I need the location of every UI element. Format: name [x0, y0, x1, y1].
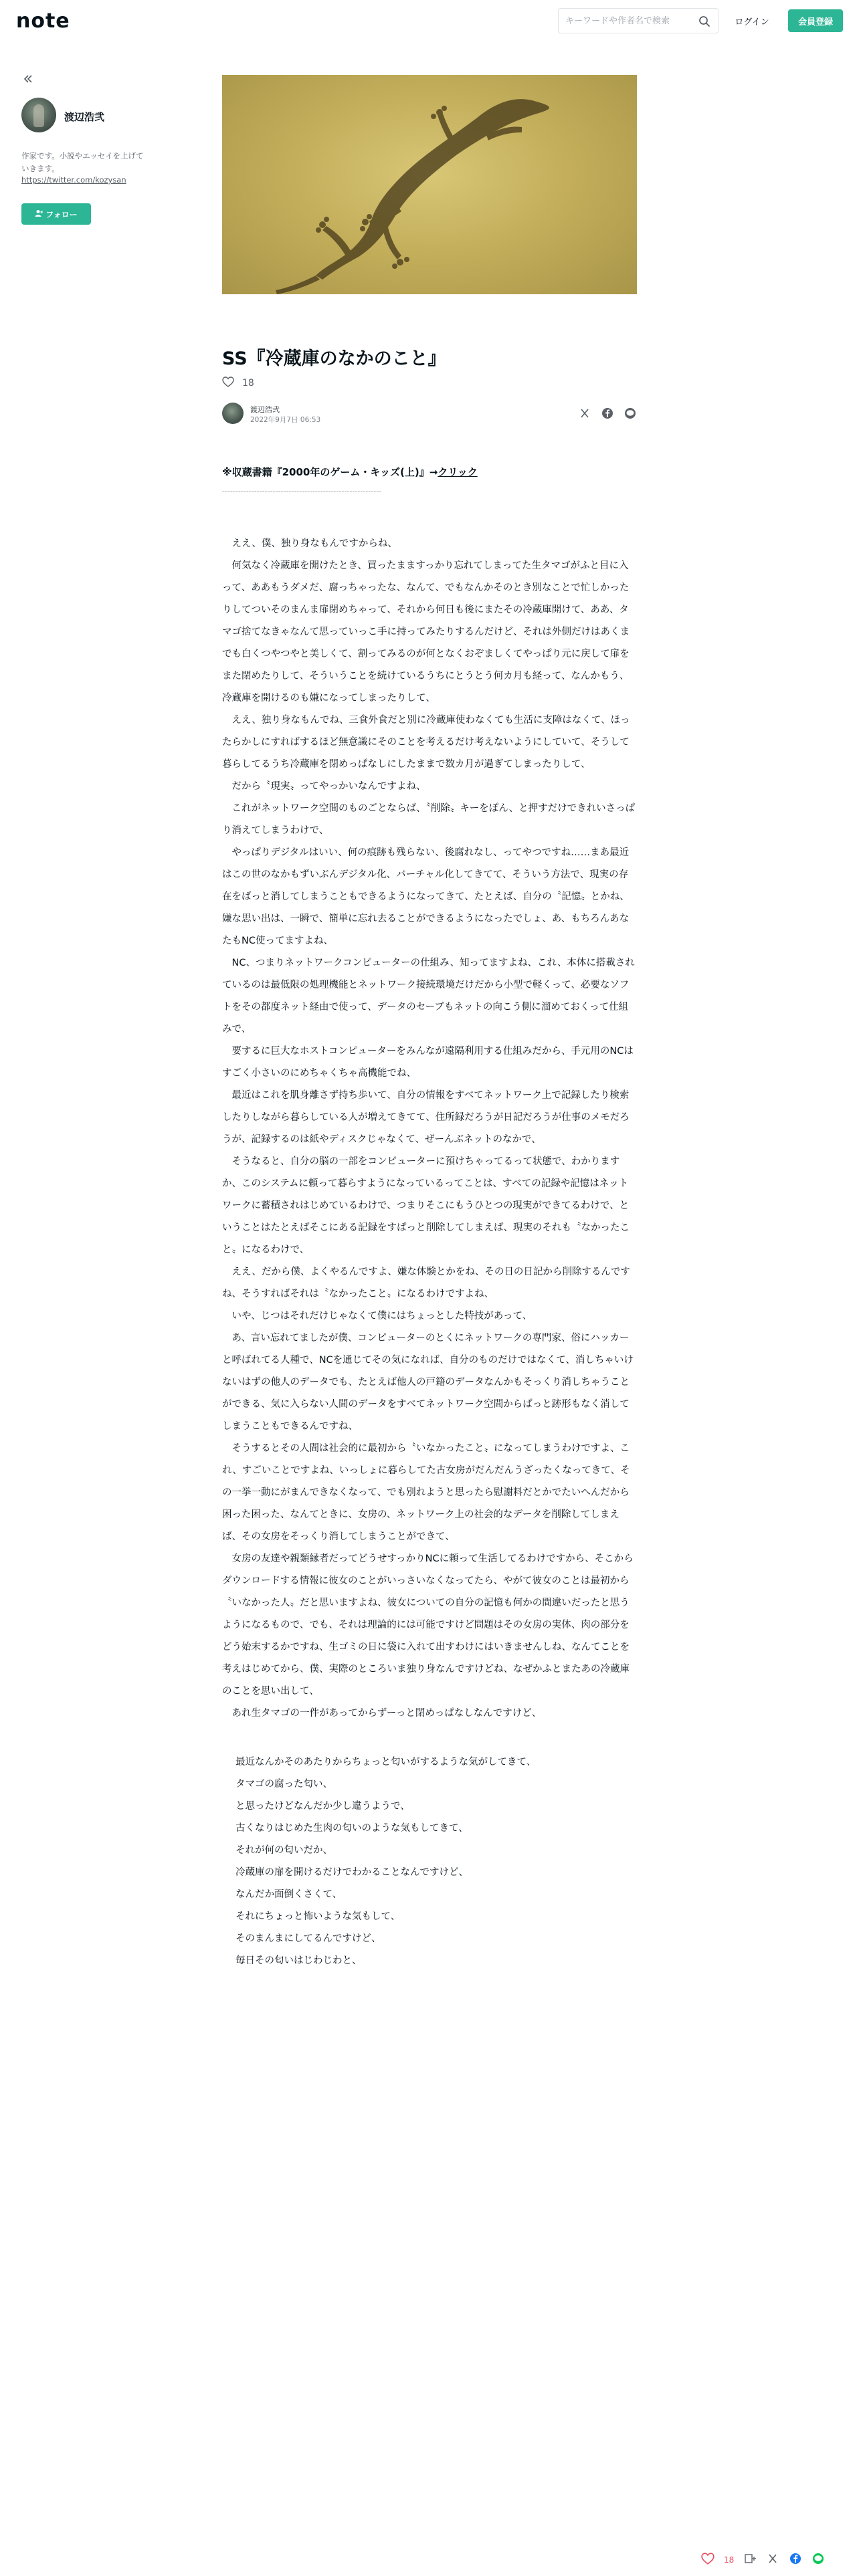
paragraph: NC、つまりネットワークコンピューターの仕組み、知ってますよね、これ、本体に搭載されているのは最低限の処理機能とネットワーク接続環境だけだから小型で軽くって、必要なソフトをその都度ネット経由で使って、データのセーブもネットの向こう側に溜めておくって仕組みで、 [222, 958, 635, 1035]
signup-button[interactable]: 会員登録 [788, 9, 843, 32]
heart-icon[interactable] [222, 377, 234, 390]
short-lines [222, 1751, 637, 1972]
article-meta [222, 401, 637, 428]
note-logo[interactable]: note [16, 9, 70, 33]
author-bio: 作家です。小説やエッセイを上げていきます。 [21, 151, 144, 173]
like-count[interactable]: 18 [242, 378, 254, 389]
facebook-share-icon[interactable] [601, 407, 614, 420]
book-link[interactable]: クリック [438, 466, 478, 478]
short-line: なんだか面倒くさくて、 [235, 1889, 343, 1900]
facebook-share-icon[interactable] [789, 2552, 802, 2568]
short-line: 冷蔵庫の扉を開けるだけでわかることなんですけど、 [235, 1867, 468, 1878]
paragraph: だから〝現実〟ってやっかいなんですよね、 [222, 781, 426, 792]
book-note-text: ※収蔵書籍『2000年のゲーム・キッズ(上)』→ [222, 466, 438, 478]
paragraph: やっぱりデジタルはいい、何の痕跡も残らない、後腐れなし、ってやつですね……まあ最近はこの世のなかもずいぶんデジタル化、バーチャル化してきてて、そういう方法で、現実の存在をばっと消してしまうこともできるようになってきて、たとえば、自分の〝記憶〟とかね、嫌な思い出は、一瞬で、簡単に忘れ去ることができるようになったでしょ、あ、もちろんあなたもNC使ってますよね、 [222, 847, 630, 946]
search-icon[interactable] [698, 15, 711, 28]
line-share-icon[interactable] [624, 407, 637, 420]
short-line: タマゴの腐った匂い、 [235, 1779, 332, 1790]
paragraph: あ、言い忘れてましたが僕、コンピューターのとくにネットワークの専門家、俗にハッカーと呼ばれてる人種で、NCを通じてその気になれば、自分のものだけではなくて、消しちゃいけないはずの他人のデータでも、たとえば他人の戸籍のデータなんかもそっくり消しちゃうことができる、気に入らない人間のデータをすべてネットワーク空間からぱっと跡形もなく消してしまうこともできるんですね、 [222, 1333, 634, 1432]
paragraph: そうするとその人間は社会的に最初から〝いなかったこと〟になってしまうわけですよ、これ、すごいことですよね、いっしょに暮らしてた古女房がだんだんうざったくなってきて、その一挙一動にがまんできなくなって、でも別れようと思ったら慰謝料だとかでたいへんだから困った困った、なんてときに、女房の、ネットワーク上の社会的なデータを削除してしまえば、その女房をそっくり消してしまうことができて、 [222, 1443, 630, 1542]
short-line: 最近なんかそのあたりからちょっと匂いがするような気がしてきて、 [235, 1757, 537, 1767]
login-button[interactable]: ログイン [731, 9, 773, 32]
paragraph: そうなると、自分の脳の一部をコンピューターに預けちゃってるって状態で、わかりますか、このシステムに頼って暮らすようになっているってことは、すべての記録や記憶はネットワークに蓄積されはじめているわけで、つまりそこにもうひとつの現実ができてるわけで、ということはたとえばそこにある記録をすぱっと削除してしまえば、現実のそれも〝なかったこと〟になるわけで、 [222, 1156, 630, 1255]
search-input[interactable] [565, 9, 692, 33]
article-body [222, 461, 637, 1972]
float-like-count[interactable]: 18 [724, 2555, 735, 2565]
paragraph: これがネットワーク空間のものごとならば、〝削除〟キーをぽん、と押すだけできれいさっぱり消えてしまうわけで、 [222, 803, 636, 836]
paragraph: ええ、僕、独り身なもんですからね、 [222, 538, 397, 549]
paragraph: 最近はこれを肌身離さず持ち歩いて、自分の情報をすべてネットワーク上で記録したり検索したりしながら暮らしている人が増えてきてて、住所録だろうが日記だろうが仕事のメモだろうが、記録するのは紙やディスクじゃなくて、ぜーんぶネットのなかで、 [222, 1090, 630, 1145]
paragraph: ええ、だから僕、よくやるんですよ、嫌な体験とかをね、その日の日記から削除するんですね、そうすればそれは〝なかったこと〟になるわけですよね、 [222, 1267, 630, 1299]
author-avatar[interactable] [21, 98, 56, 132]
x-share-icon[interactable] [578, 407, 591, 420]
book-note [222, 461, 637, 484]
publish-date: 2022年9月7日 06:53 [250, 416, 321, 424]
paragraph: 何気なく冷蔵庫を開けたとき、買ったまますっかり忘れてしまってた生タマゴがふと目に入って、ああもうダメだ、腐っちゃったな、なんて、でもなんかそのとき別なことで忙しかったりしてついそのまんま扉閉めちゃって、それから何日も後にまたその冷蔵庫開けて、ああ、タマゴ捨てなきゃなんて思っていっこ手に持ってみたりするんだけど、それは外側だけはあくまでも白くつやつやと美しくて、割ってみるのが何となくおぞましくてやっぱり元に戻して扉をまた閉めたりして、そういうことを続けているうちにとうとう何カ月も経って、なんかもう、冷蔵庫を開けるのも嫌になってしまったりして、 [222, 560, 630, 704]
author-name[interactable]: 渡辺浩弐 [64, 111, 105, 123]
magazine-add-icon[interactable] [743, 2552, 757, 2568]
like-row [222, 376, 254, 391]
add-user-icon [35, 209, 43, 219]
short-line: それが何の匂いだか、 [235, 1845, 332, 1856]
floating-action-bar [701, 2548, 859, 2572]
site-header [0, 0, 859, 41]
paragraph: ええ、独り身なもんでね、三食外食だと別に冷蔵庫使わなくても生活に支障はなくて、ほったらかしにすればするほど無意識にそのことを考えるだけ考えないようにしていて、そうして暮らしてるうち冷蔵庫を閉めっぱなしにしたままで数カ月が過ぎてしまったりして、 [222, 715, 630, 770]
short-line: 毎日その匂いはじわじわと、 [235, 1955, 362, 1966]
meta-author-name[interactable]: 渡辺浩弐 [250, 405, 280, 414]
line-share-icon[interactable] [812, 2552, 825, 2568]
author-avatar-small[interactable] [222, 403, 244, 424]
collapse-sidebar-icon[interactable] [21, 72, 35, 86]
follow-label: フォロー [45, 209, 78, 219]
short-line: そのまんまにしてるんですけど、 [235, 1933, 381, 1944]
share-icons [578, 407, 637, 420]
follow-button[interactable] [21, 203, 91, 225]
search-box[interactable] [558, 8, 719, 33]
paragraph: いや、じつはそれだけじゃなくて僕にはちょっとした特技があって、 [222, 1311, 533, 1321]
short-line: と思ったけどなんだか少し違うようで、 [235, 1801, 410, 1812]
heart-icon[interactable] [701, 2553, 714, 2567]
x-share-icon[interactable] [766, 2552, 779, 2568]
article-title: SS『冷蔵庫のなかのこと』 [222, 348, 446, 369]
paragraph: 要するに巨大なホストコンピューターをみんなが遠隔利用する仕組みだから、手元用のNCはすごく小さいのにめちゃくちゃ高機能でね、 [222, 1046, 634, 1079]
author-link[interactable]: https://twitter.com/kozysan [21, 175, 126, 185]
paragraphs [222, 533, 637, 1725]
paragraph: 女房の友達や親類縁者だってどうせすっかりNCに頼って生活してるわけですから、そこからダウンロードする情報に彼女のことがいっさいなくなってたら、やがて彼女のことは最初から〝いなかった人〟だと思いますよね、彼女についての自分の記憶も何かの間違いだったと思うようになるもので、でも、それは理論的には可能ですけど問題はその女房の実体、肉の部分をどう始末するかですね、生ゴミの日に袋に入れて出すわけにはいきませんしね、なんてことを考えはじめてから、僕、実際のところいま独り身なんですけどね、なぜかふとまたあの冷蔵庫のことを思い出して、 [222, 1553, 634, 1697]
short-line: それにちょっと怖いような気もして、 [235, 1911, 401, 1922]
paragraph: あれ生タマゴの一件があってからずーっと閉めっぱなしなんですけど、 [222, 1708, 542, 1719]
short-line: 古くなりはじめた生肉の匂いのような気もしてきて、 [235, 1823, 468, 1834]
separator: ------------------------------------------------------------ [222, 487, 382, 496]
hero-image [222, 75, 637, 294]
